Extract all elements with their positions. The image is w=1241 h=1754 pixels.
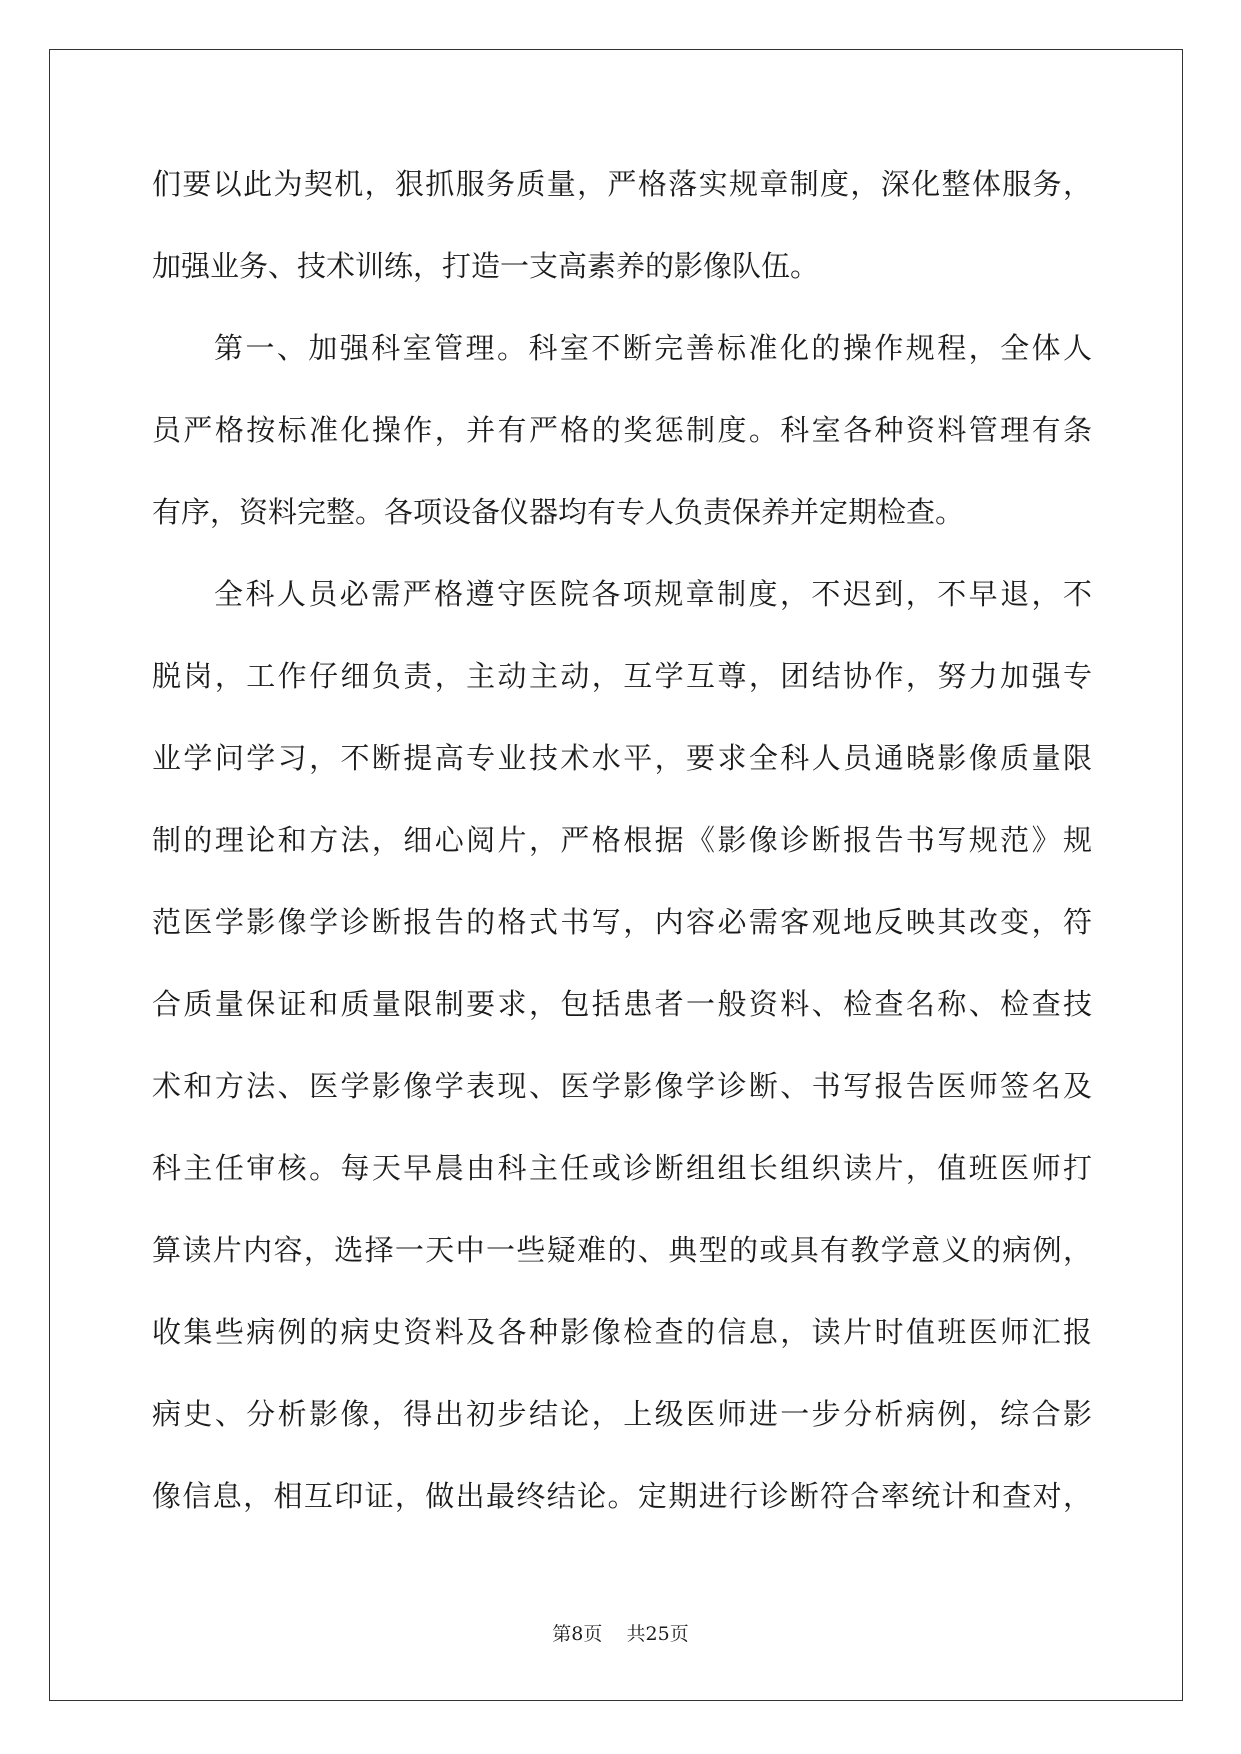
text-line: 病史、分析影像，得出初步结论，上级医师进一步分析病例，综合影 — [152, 1397, 1092, 1431]
page-footer — [0, 1622, 1241, 1646]
footer-spacer — [602, 1623, 626, 1645]
text-line: 业学问学习，不断提高专业技术水平，要求全科人员通晓影像质量限 — [152, 741, 1092, 775]
text-line: 们要以此为契机，狠抓服务质量，严格落实规章制度，深化整体服务， — [152, 167, 1092, 201]
text-line: 第一、加强科室管理。科室不断完善标准化的操作规程，全体人 — [214, 331, 1092, 365]
text-line: 员严格按标准化操作，并有严格的奖惩制度。科室各种资料管理有条 — [152, 413, 1092, 447]
total-page-count: 共25页 — [626, 1623, 689, 1645]
current-page-number: 第8页 — [552, 1623, 603, 1645]
text-line: 像信息，相互印证，做出最终结论。定期进行诊断符合率统计和查对， — [152, 1479, 1092, 1513]
text-line: 术和方法、医学影像学表现、医学影像学诊断、书写报告医师签名及 — [152, 1069, 1092, 1103]
text-line: 范医学影像学诊断报告的格式书写，内容必需客观地反映其改变，符 — [152, 905, 1092, 939]
text-line: 算读片内容，选择一天中一些疑难的、典型的或具有教学意义的病例， — [152, 1233, 1092, 1267]
text-line: 有序，资料完整。各项设备仪器均有专人负责保养并定期检查。 — [152, 495, 965, 529]
text-line: 全科人员必需严格遵守医院各项规章制度，不迟到，不早退，不 — [214, 577, 1092, 611]
text-line: 脱岗，工作仔细负责，主动主动，互学互尊，团结协作，努力加强专 — [152, 659, 1092, 693]
text-line: 制的理论和方法，细心阅片，严格根据《影像诊断报告书写规范》规 — [152, 823, 1092, 857]
text-line: 合质量保证和质量限制要求，包括患者一般资料、检查名称、检查技 — [152, 987, 1092, 1021]
text-line: 加强业务、技术训练，打造一支高素养的影像队伍。 — [152, 249, 820, 283]
document-body — [152, 164, 1092, 1558]
text-line: 科主任审核。每天早晨由科主任或诊断组组长组织读片，值班医师打 — [152, 1151, 1092, 1185]
text-line: 收集些病例的病史资料及各种影像检查的信息，读片时值班医师汇报 — [152, 1315, 1092, 1349]
